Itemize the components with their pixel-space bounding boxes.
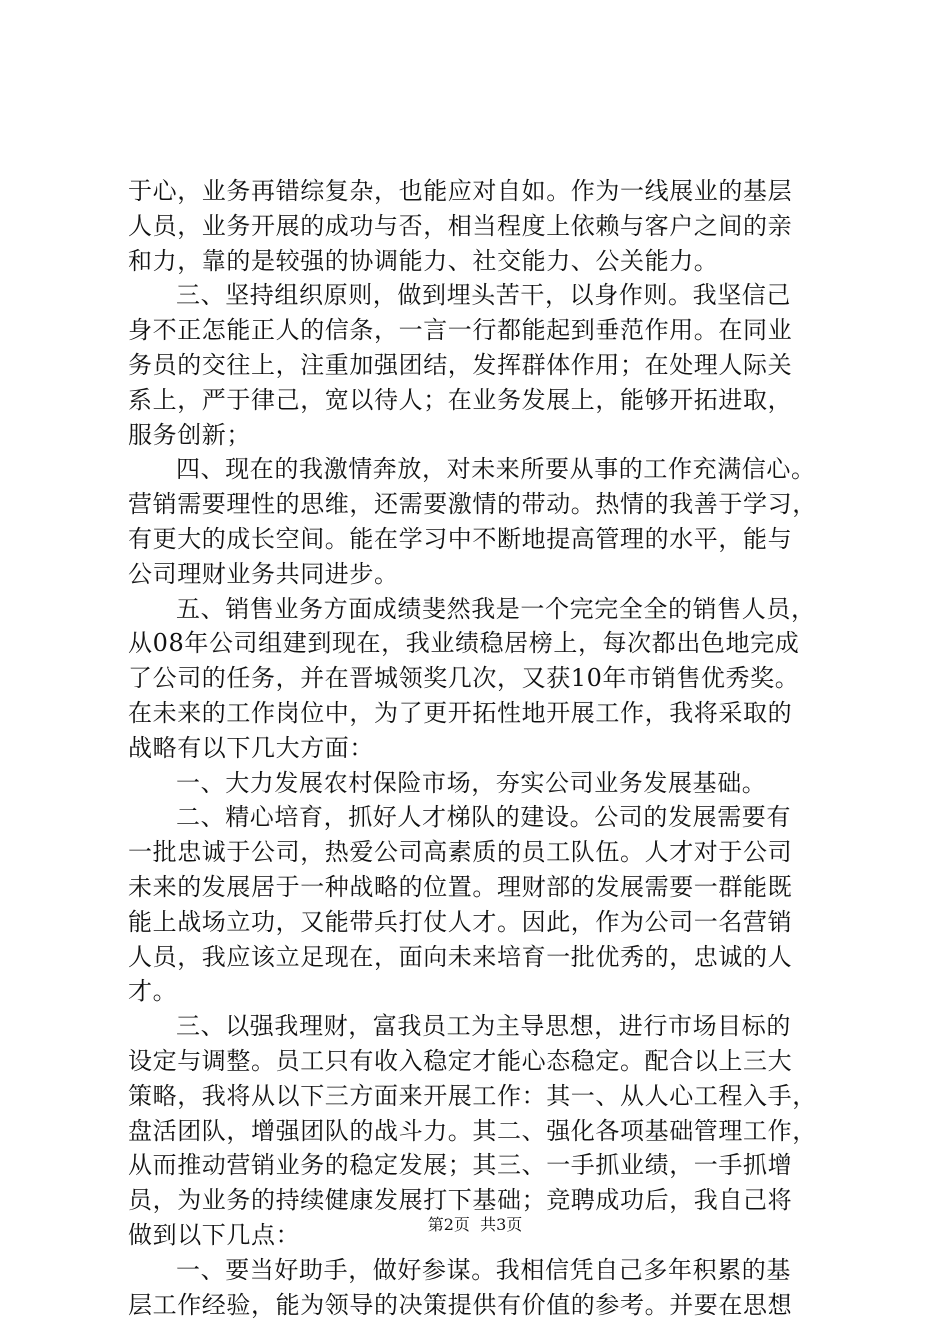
text-line: 在未来的工作岗位中，为了更开拓性地开展工作，我将采取的: [128, 698, 793, 727]
text-line: 身不正怎能正人的信条，一言一行都能起到垂范作用。在同业: [128, 316, 793, 345]
text-line: 人员，业务开展的成功与否，相当程度上依赖与客户之间的亲: [128, 211, 793, 240]
page-number: 第2页: [427, 1215, 470, 1234]
text-line: 五、销售业务方面成绩斐然我是一个完完全全的销售人员，: [176, 594, 816, 623]
text-line: 人员，我应该立足现在，面向未来培育一批优秀的，忠诚的人: [128, 942, 793, 971]
text-line: 未来的发展居于一种战略的位置。理财部的发展需要一群能既: [128, 872, 793, 901]
text-line: 务员的交往上，注重加强团结，发挥群体作用；在处理人际关: [128, 350, 793, 379]
text-line: 层工作经验，能为领导的决策提供有价值的参考。并要在思想: [128, 1290, 793, 1319]
text-line: 才。: [128, 977, 178, 1006]
text-line: 四、现在的我激情奔放，对未来所要从事的工作充满信心。: [176, 455, 816, 484]
text-line: 三、以强我理财，富我员工为主导思想，进行市场目标的: [176, 1012, 791, 1041]
page-total: 共3页: [480, 1215, 523, 1234]
text-line: 系上，严于律己，宽以待人；在业务发展上，能够开拓进取，: [128, 385, 793, 414]
text-line: 三、坚持组织原则，做到埋头苦干，以身作则。我坚信己: [176, 281, 791, 310]
text-line: 有更大的成长空间。能在学习中不断地提高管理的水平，能与: [128, 524, 793, 553]
text-line: 设定与调整。员工只有收入稳定才能心态稳定。配合以上三大: [128, 1046, 793, 1075]
text-line: 一批忠诚于公司，热爱公司高素质的员工队伍。人才对于公司: [128, 838, 793, 867]
document-body: [128, 174, 832, 1322]
page-footer: [0, 1215, 950, 1235]
text-line: 盘活团队，增强团队的战斗力。其二、强化各项基础管理工作，: [128, 1116, 817, 1145]
text-line: 策略，我将从以下三方面来开展工作：其一、从人心工程入手，: [128, 1081, 817, 1110]
text-line: 营销需要理性的思维，还需要激情的带动。热情的我善于学习，: [128, 490, 817, 519]
text-line: 员，为业务的持续健康发展打下基础；竞聘成功后，我自己将: [128, 1186, 793, 1215]
footer-separator: [470, 1215, 480, 1234]
text-line: 服务创新；: [128, 420, 251, 449]
text-line: 从而推动营销业务的稳定发展；其三、一手抓业绩，一手抓增: [128, 1151, 793, 1180]
text-line: 做到以下几点：: [128, 1220, 301, 1249]
text-line: 一、要当好助手，做好参谋。我相信凭自己多年积累的基: [176, 1255, 791, 1284]
text-line: 了公司的任务，并在晋城领奖几次，又获10年市销售优秀奖。: [128, 664, 800, 693]
text-line: 和力，靠的是较强的协调能力、社交能力、公关能力。: [128, 246, 719, 275]
text-line: 能上战场立功，又能带兵打仗人才。因此，作为公司一名营销: [128, 907, 793, 936]
text-line: 战略有以下几大方面：: [128, 733, 374, 762]
text-line: 于心，业务再错综复杂，也能应对自如。作为一线展业的基层: [128, 177, 793, 205]
text-line: 二、精心培育，抓好人才梯队的建设。公司的发展需要有: [176, 803, 791, 832]
text-line: 一、大力发展农村保险市场，夯实公司业务发展基础。: [176, 768, 767, 797]
text-line: 从08年公司组建到现在，我业绩稳居榜上，每次都出色地完成: [128, 629, 800, 658]
text-line: 公司理财业务共同进步。: [128, 559, 399, 588]
